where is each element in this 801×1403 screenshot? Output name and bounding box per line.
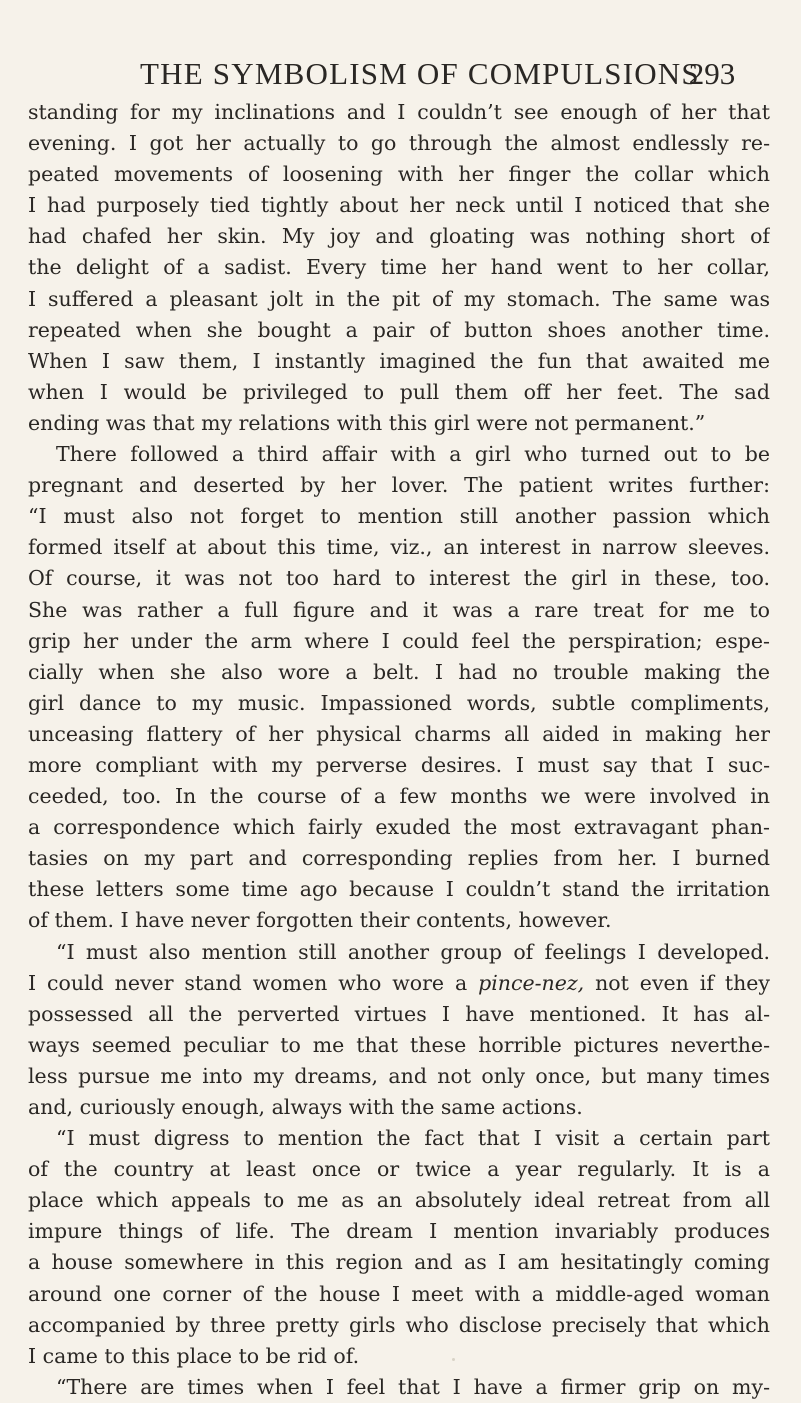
text-line: evening. I got her actually to go through the almost endlessly re- bbox=[28, 131, 770, 156]
text-line: less pursue me into my dreams, and not only once, but many times bbox=[28, 1063, 770, 1088]
text-line: ending was that my relations with this girl were not permanent.” bbox=[28, 410, 706, 435]
text-line: cially when she also wore a belt. I had no trouble making the bbox=[28, 659, 770, 684]
text-line: when I would be privileged to pull them off her feet. The sad bbox=[28, 379, 770, 404]
text-line: I suffered a pleasant jolt in the pit of my stomach. The same was bbox=[28, 286, 770, 311]
text-line: “I must also not forget to mention still another passion which bbox=[28, 504, 770, 529]
text-line: grip her under the arm where I could feel the perspiration; espe- bbox=[28, 628, 770, 653]
text-line: unceasing flattery of her physical charms all aided in making her bbox=[28, 721, 770, 746]
text-line: accompanied by three pretty girls who disclose precisely that which bbox=[28, 1312, 770, 1337]
text-line: had chafed her skin. My joy and gloating was nothing short of bbox=[28, 224, 770, 249]
text-line: place which appeals to me as an absolutely ideal retreat from all bbox=[28, 1188, 770, 1213]
italic-term: pince-nez, bbox=[478, 970, 585, 995]
text-line: possessed all the perverted virtues I have mentioned. It has al- bbox=[28, 1001, 770, 1026]
text-line: formed itself at about this time, viz., an interest in narrow sleeves. bbox=[28, 535, 770, 560]
text-fragment: I could never stand women who wore a bbox=[28, 970, 479, 995]
running-head bbox=[0, 58, 801, 98]
text-line: She was rather a full figure and it was a rare treat for me to bbox=[28, 597, 770, 622]
text-line: a house somewhere in this region and as I am hesitatingly coming bbox=[28, 1250, 770, 1275]
text-line: impure things of life. The dream I mention invariably produces bbox=[28, 1219, 770, 1244]
text-fragment: not even if they bbox=[584, 970, 770, 995]
text-line: ceeded, too. In the course of a few months we were involved in bbox=[28, 784, 770, 809]
text-line: Of course, it was not too hard to interest the girl in these, too. bbox=[28, 566, 770, 591]
text-line: the delight of a sadist. Every time her hand went to her collar, bbox=[28, 255, 770, 280]
text-line: these letters some time ago because I couldn’t stand the irritation bbox=[28, 877, 770, 902]
running-title: THE SYMBOLISM OF COMPULSIONS bbox=[140, 56, 700, 91]
text-line: tasies on my part and corresponding replies from her. I burned bbox=[28, 846, 770, 871]
body-text bbox=[28, 97, 770, 1403]
text-line: “There are times when I feel that I have a firmer grip on my- bbox=[56, 1374, 770, 1399]
text-line: girl dance to my music. Impassioned words, subtle compliments, bbox=[28, 690, 770, 715]
page-number: 293 bbox=[688, 56, 736, 91]
text-line: “I must also mention still another group of feelings I developed. bbox=[56, 939, 770, 964]
text-line: pregnant and deserted by her lover. The patient writes further: bbox=[28, 473, 770, 498]
text-line: “I must digress to mention the fact that I visit a certain part bbox=[56, 1126, 770, 1151]
text-line: peated movements of loosening with her finger the collar which bbox=[28, 162, 770, 187]
text-line: and, curiously enough, always with the same actions. bbox=[28, 1095, 583, 1119]
text-line: I had purposely tied tightly about her neck until I noticed that she bbox=[28, 193, 770, 218]
text-line: more compliant with my perverse desires. I must say that I suc- bbox=[28, 752, 770, 777]
text-line: a correspondence which fairly exuded the most extravagant phan- bbox=[28, 815, 770, 840]
print-speck bbox=[452, 1358, 455, 1361]
text-line: of the country at least once or twice a year regularly. It is a bbox=[28, 1157, 770, 1182]
text-line: When I saw them, I instantly imagined the fun that awaited me bbox=[28, 348, 770, 373]
text-line-with-italic bbox=[28, 968, 770, 999]
text-line: of them. I have never forgotten their contents, however. bbox=[28, 908, 612, 933]
text-line: standing for my inclinations and I couldn’t see enough of her that bbox=[28, 100, 770, 124]
text-line: There followed a third affair with a girl who turned out to be bbox=[56, 442, 770, 467]
text-line: repeated when she bought a pair of button shoes another time. bbox=[28, 317, 770, 342]
text-line: around one corner of the house I meet with a middle-aged woman bbox=[28, 1281, 770, 1306]
text-line: I came to this place to be rid of. bbox=[28, 1343, 360, 1368]
text-line: ways seemed peculiar to me that these horrible pictures neverthe- bbox=[28, 1032, 770, 1057]
